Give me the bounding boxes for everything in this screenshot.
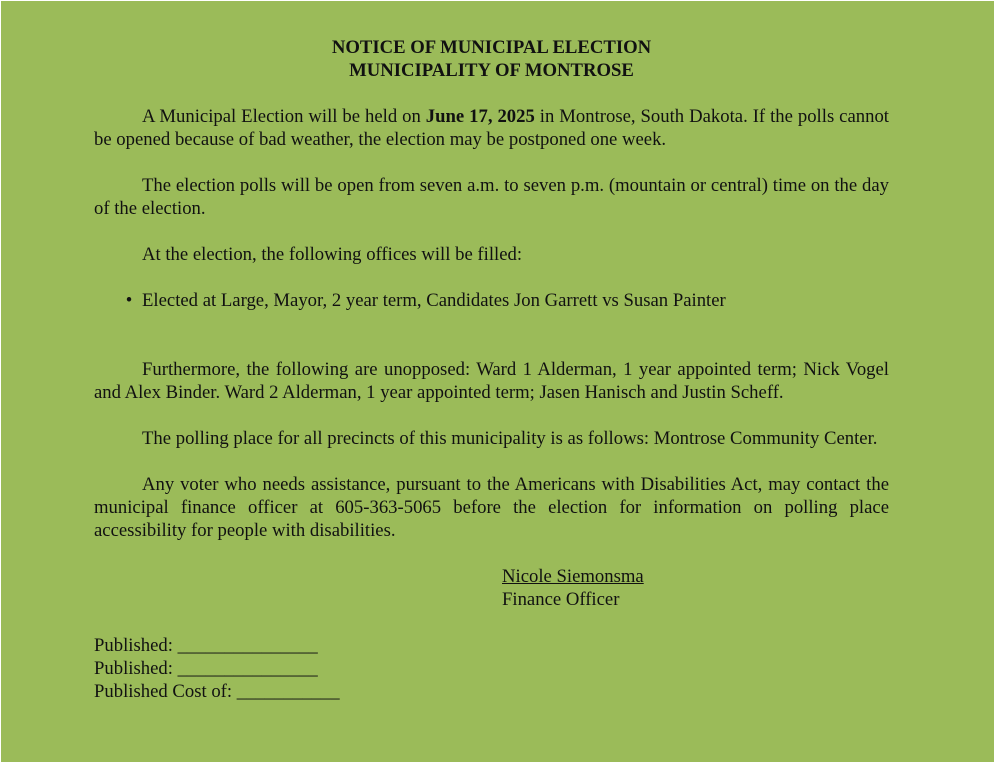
bullet-icon: • [125,290,133,311]
accessibility-paragraph: Any voter who needs assistance, pursuant to the Americans with Disabilities Act, may contact the municipal finance officer at 605-363-5065 before the election for information on polling place accessibility for people with disabilities. [94,474,889,541]
polling-hours-paragraph: The election polls will be open from seven a.m. to seven p.m. (mountain or central) time on the day of the election. [94,175,889,219]
notice-content [94,36,889,703]
signature-block [502,565,889,611]
office-list-item [94,289,889,312]
para1-after: in Montrose, South Dakota. If the polls cannot be opened because of bad weather, the election may be postponed one week. [94,106,889,150]
polling-place-paragraph: The polling place for all precincts of this municipality is as follows: Montrose Community Center. [142,428,878,449]
notice-title-line2: MUNICIPALITY OF MONTROSE [349,60,634,81]
published-line-2: Published: _______________ [94,658,318,679]
published-cost-line: Published Cost of: ___________ [94,681,340,702]
offices-intro-paragraph: At the election, the following offices will be filled: [142,244,523,265]
signer-name: Nicole Siemonsma [502,566,644,587]
published-line-1: Published: _______________ [94,635,318,656]
signer-title: Finance Officer [502,589,620,610]
para1-before: A Municipal Election will be held on [142,106,426,127]
unopposed-paragraph: Furthermore, the following are unopposed: Ward 1 Alderman, 1 year appointed term; Nick Vogel and Alex Binder. Ward 2 Alderman, 1 year appointed term; Jasen Hanisch and Justin Scheff. [94,359,889,403]
election-date-paragraph [94,105,889,151]
election-notice-page [1,1,994,762]
election-date: June 17, 2025 [425,106,535,127]
office-list-item-text: Elected at Large, Mayor, 2 year term, Candidates Jon Garrett vs Susan Painter [142,290,726,311]
notice-title-line1: NOTICE OF MUNICIPAL ELECTION [331,37,652,58]
